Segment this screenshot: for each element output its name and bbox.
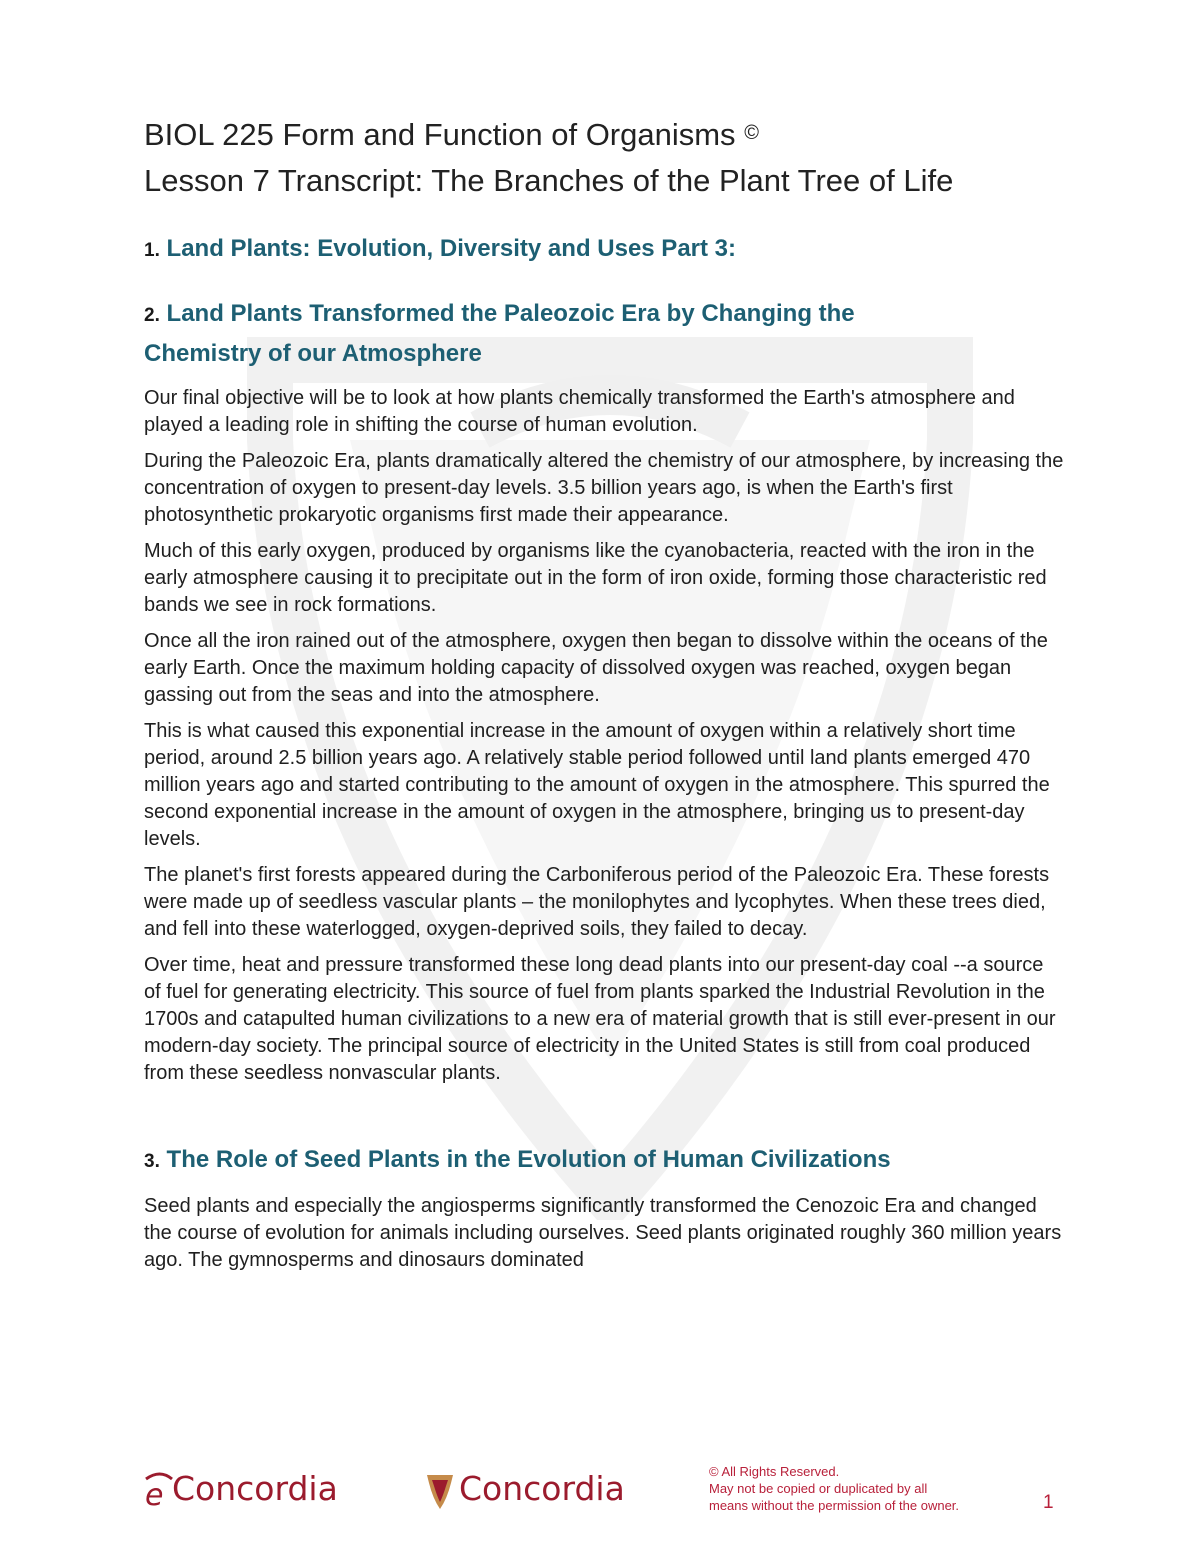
title-line1: BIOL 225 Form and Function of Organisms [144,117,736,152]
copyright-symbol: © [744,122,759,144]
rights-notice [709,1463,1029,1514]
section-2-paragraph-5: This is what caused this exponential increase in the amount of oxygen within a relatively short time period, around 2.5 billion years ago. A relatively stable period followed until land plants emerged 470 million years ago and started contributing to the amount of oxygen in the atmosphere. This spurred the second exponential increase in the amount of oxygen in the atmosphere, bringing us to present-day levels. [144,720,1050,850]
concordia-shield-icon [425,1471,455,1511]
concordia-logo-text: Concordia [459,1469,625,1508]
section-3-heading [144,1141,1064,1181]
section-2-paragraph-4: Once all the iron rained out of the atmosphere, oxygen then began to dissolve within the oceans of the early Earth. Once the maximum holding capacity of dissolved oxygen was reached, oxygen began gassing out from the seas and into the atmosphere. [144,630,1048,706]
section-2-number: 2. [144,305,160,326]
section-2-paragraph-2: During the Paleozoic Era, plants dramatically altered the chemistry of our atmosphere, by increasing the concentration of oxygen to present-day levels. 3.5 billion years ago, is when the Earth's first photosynthetic prokaryotic organisms first made their appearance. [144,450,1064,526]
section-2-title-line1: Land Plants Transformed the Paleozoic Era by Changing the [166,300,855,327]
section-2-paragraph-3: Much of this early oxygen, produced by organisms like the cyanobacteria, reacted with the iron in the early atmosphere causing it to precipitate out in the form of iron oxide, forming those characteristic red bands we see in rock formations. [144,540,1047,616]
section-2-paragraph-7: Over time, heat and pressure transformed these long dead plants into our present-day coal --a source of fuel for generating electricity. This source of fuel from plants sparked the Industrial Revolution in the 1700s and catapulted human civilizations to a new era of material growth that is still ever-present in our modern-day society. The principal source of electricity in the United States is still from coal produced from these seedless nonvascular plants. [144,954,1056,1084]
section-2-heading [144,295,1064,373]
rights-line-3: means without the permission of the owner. [709,1498,960,1513]
section-1-number: 1. [144,240,160,261]
svg-text:e: e [145,1478,164,1511]
section-2-paragraph-6: The planet's first forests appeared during the Carboniferous period of the Paleozoic Era. These forests were made up of seedless vascular plants – the monilophytes and lycophytes. When these trees died, and fell into these waterlogged, oxygen-deprived soils, they failed to decay. [144,864,1050,940]
title-line2: Lesson 7 Transcript: The Branches of the Plant Tree of Life [144,163,954,198]
econcordia-swoosh-icon [142,1471,176,1511]
document-body [144,110,1064,1274]
concordia-logo [425,1467,665,1513]
rights-line-1: © All Rights Reserved. [709,1464,840,1479]
section-2-paragraph-1: Our final objective will be to look at how plants chemically transformed the Earth's atmosphere and played a leading role in shifting the course of human evolution. [144,387,1015,436]
section-1-heading [144,230,1064,270]
section-2-title-line2: Chemistry of our Atmosphere [144,340,482,367]
section-3-paragraph-1: Seed plants and especially the angiosperms significantly transformed the Cenozoic Era and changed the course of evolution for animals including ourselves. Seed plants originated roughly 360 million years ago. The gymnosperms and dinosaurs dominated [144,1195,1062,1271]
document-title [144,110,1064,204]
section-1-title: Land Plants: Evolution, Diversity and Uses Part 3: [166,235,737,262]
section-3-title: The Role of Seed Plants in the Evolution of Human Civilizations [166,1146,891,1173]
rights-line-2: May not be copied or duplicated by all [709,1481,928,1496]
page-number: 1 [1043,1492,1054,1513]
econcordia-logo-text: Concordia [172,1469,338,1508]
section-3-number: 3. [144,1151,160,1172]
econcordia-logo [142,1467,378,1513]
